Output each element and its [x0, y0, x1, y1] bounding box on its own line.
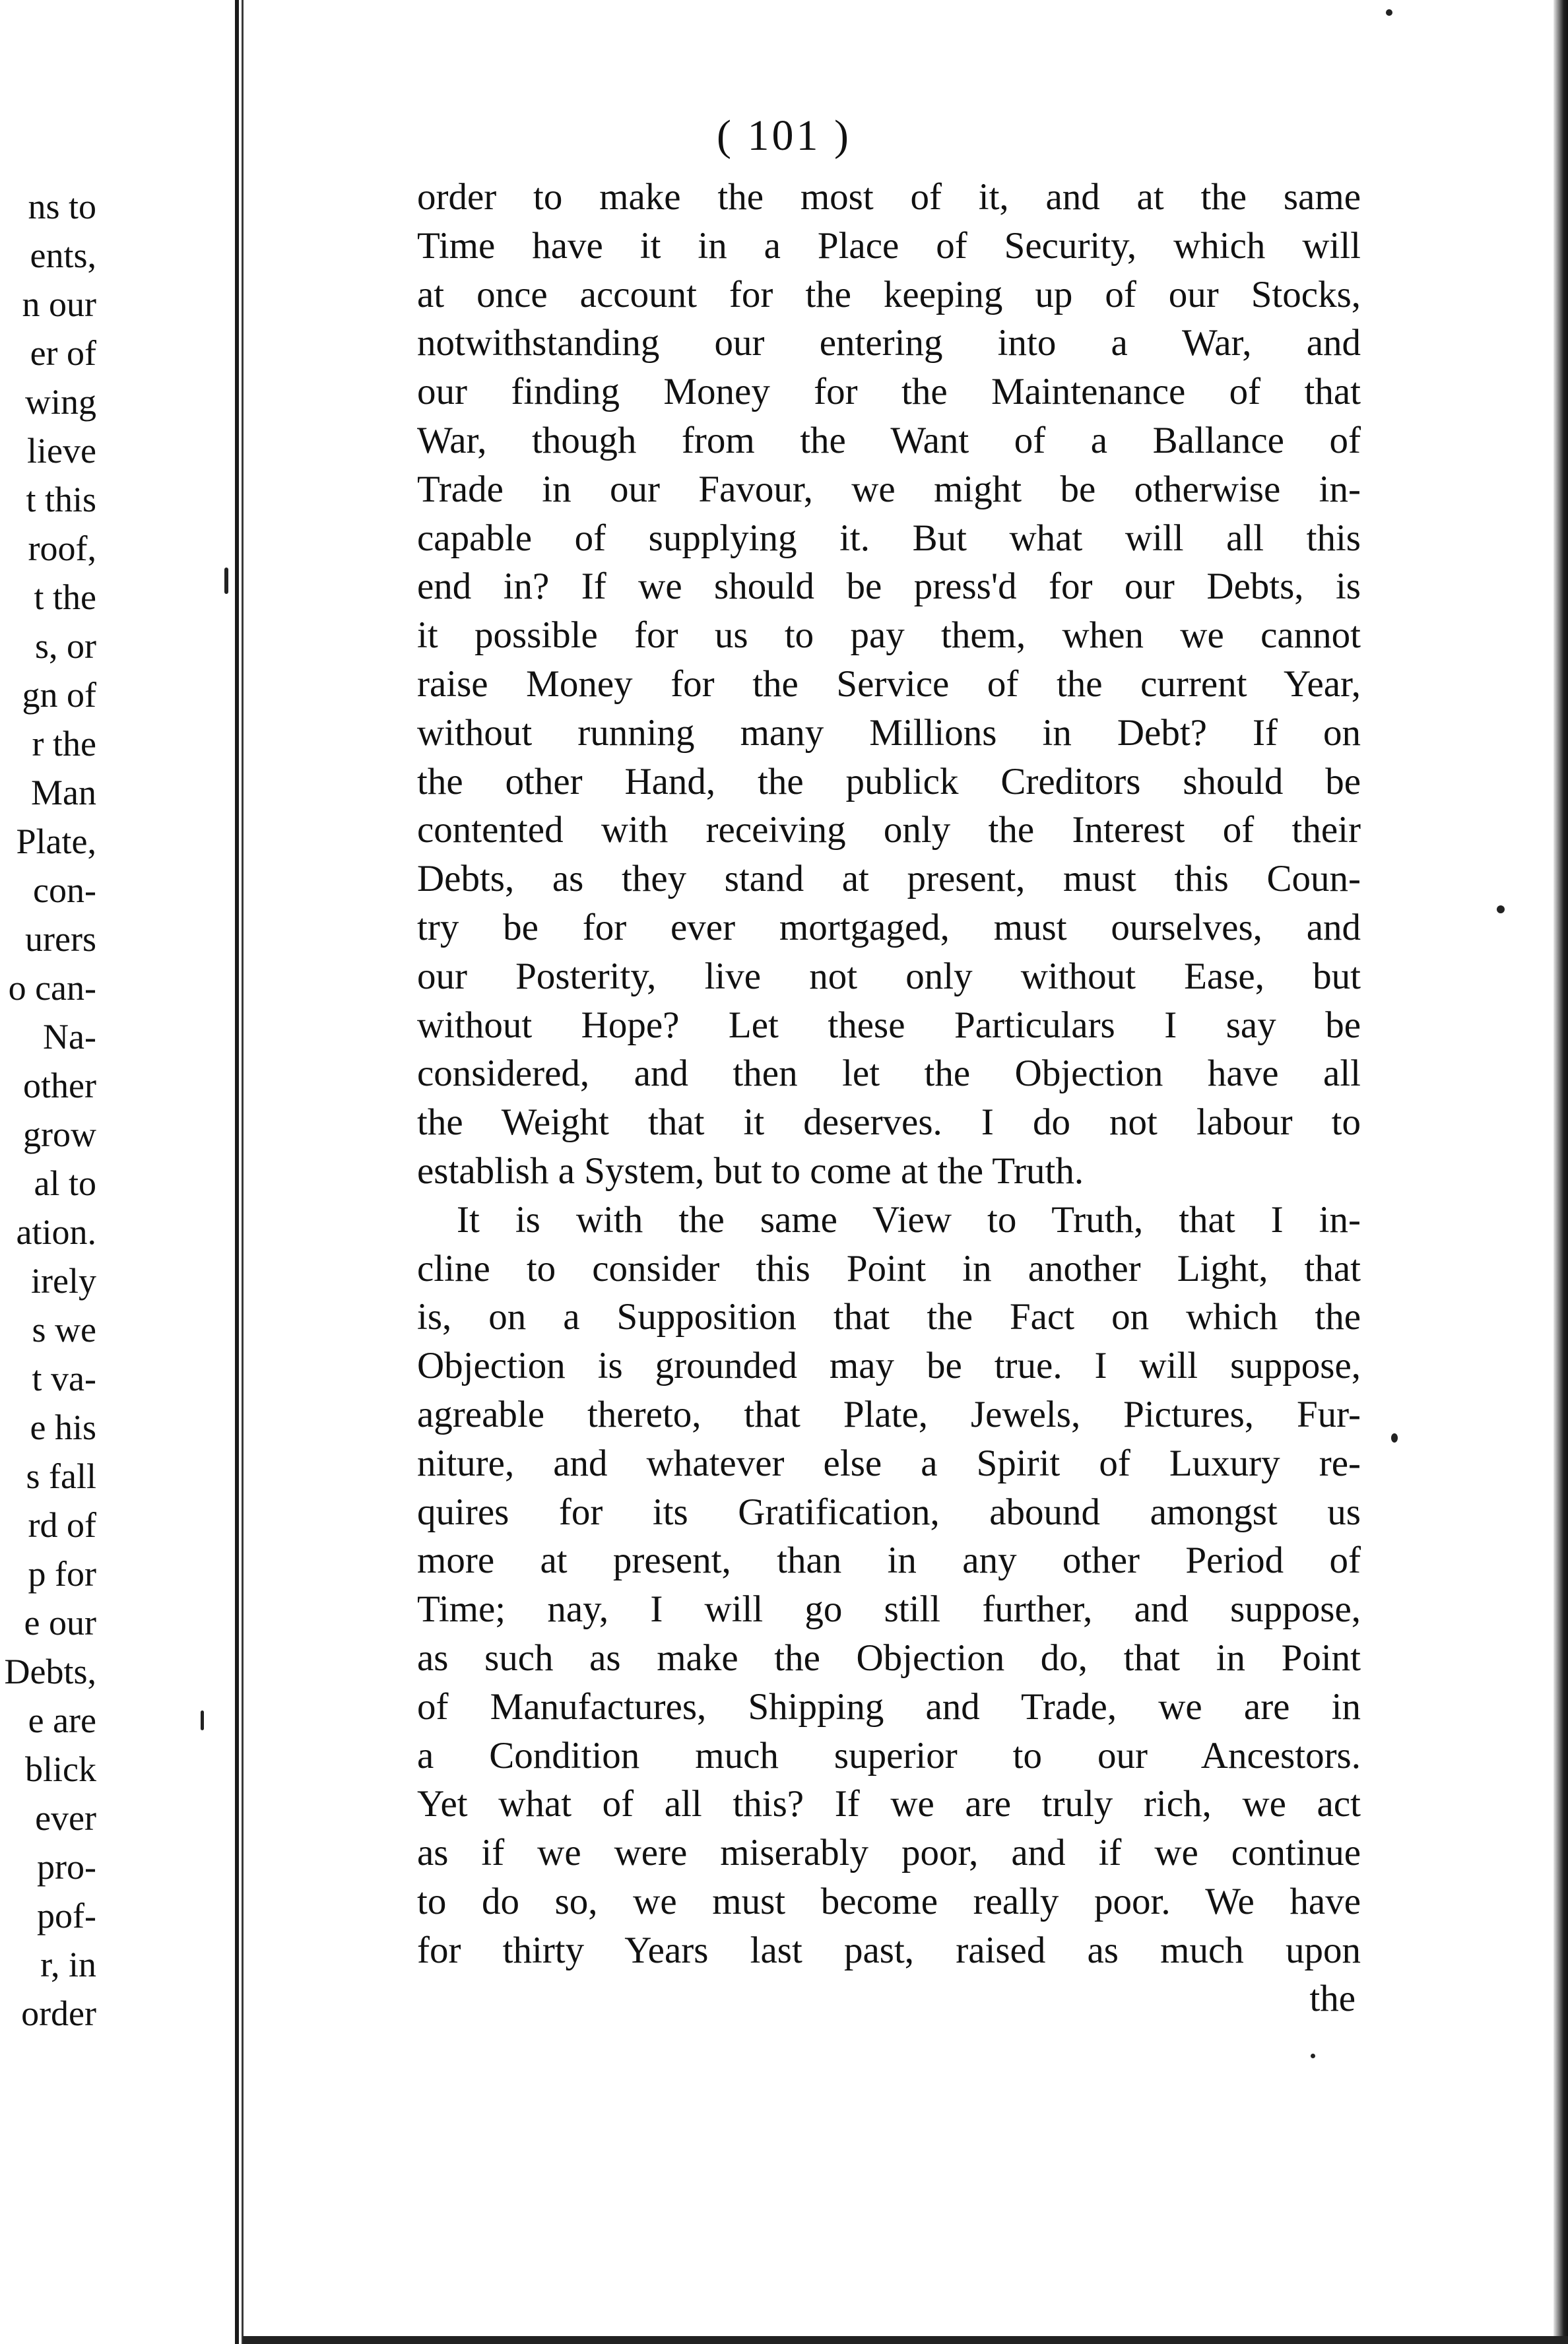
left-page-fragment-line: o can-: [8, 968, 96, 1008]
text-line: It is with the same View to Truth, that I in-: [457, 1198, 1361, 1241]
text-line: Trade in our Favour, we might be otherwise in-: [417, 468, 1361, 510]
left-page-fragment-line: ns to: [28, 187, 96, 226]
left-page-fragment-line: other: [23, 1066, 96, 1105]
text-line: contented with receiving only the Interest of their: [417, 809, 1361, 851]
left-page-fragment-line: Debts,: [4, 1652, 96, 1691]
text-line: without running many Millions in Debt? If on: [417, 711, 1361, 754]
text-line: try be for ever mortgaged, must ourselves, and: [417, 906, 1361, 948]
text-line: cline to consider this Point in another Light, that: [417, 1247, 1361, 1289]
binding-fold-shadow: [242, 0, 244, 2344]
left-page-fragment-line: wing: [25, 382, 96, 422]
text-line: Time; nay, I will go still further, and suppose,: [417, 1588, 1361, 1631]
text-line: it possible for us to pay them, when we cannot: [417, 614, 1361, 657]
left-page-fragment-line: t the: [34, 577, 96, 617]
right-page-edge: [1553, 0, 1568, 2344]
scan-speck: [1386, 9, 1392, 16]
left-page-fragment-line: grow: [23, 1115, 96, 1154]
text-line: raise Money for the Service of the current Year,: [417, 663, 1361, 705]
left-page-fragment-line: con-: [33, 870, 96, 910]
left-page-fragment-line: s, or: [35, 626, 96, 666]
text-line: niture, and whatever else a Spirit of Luxury re-: [417, 1442, 1361, 1484]
left-page-fragment-line: e are: [28, 1701, 96, 1740]
text-line: quires for its Gratification, abound amongst us: [417, 1491, 1361, 1533]
page-body-text: [417, 173, 1361, 2023]
text-line: Objection is grounded may be true. I will suppose,: [417, 1345, 1361, 1387]
left-page-fragment-line: er of: [30, 333, 96, 373]
text-line: agreable thereto, that Plate, Jewels, Pictures, Fur-: [417, 1393, 1361, 1435]
left-page-fragment-line: p for: [28, 1554, 96, 1594]
left-page-fragment-line: ents,: [30, 236, 96, 275]
left-page-fragment-line: e his: [30, 1408, 96, 1447]
left-page-fragment-line: Na-: [43, 1017, 96, 1057]
text-line: our Posterity, live not only without Ease, but: [417, 955, 1361, 997]
text-line: notwithstanding our entering into a War, and: [417, 322, 1361, 364]
text-line: considered, and then let the Objection have all: [417, 1053, 1361, 1095]
text-line: capable of supplying it. But what will all this: [417, 517, 1361, 559]
text-line: to do so, we must become really poor. We have: [417, 1880, 1361, 1922]
text-line: the Weight that it deserves. I do not labour to: [417, 1101, 1361, 1144]
scan-speck: [224, 568, 228, 594]
left-page-fragments: [0, 182, 96, 2038]
text-line: the other Hand, the publick Creditors should be: [417, 760, 1361, 802]
text-line: more at present, than in any other Period of: [417, 1540, 1361, 1582]
left-page-fragment-line: ation.: [16, 1212, 96, 1252]
text-line: of Manufactures, Shipping and Trade, we are in: [417, 1685, 1361, 1728]
left-page-fragment-line: urers: [25, 919, 96, 959]
left-page-fragment-line: t this: [26, 480, 96, 519]
left-page-fragment-line: order: [21, 1994, 96, 2033]
catchword: the: [1309, 1978, 1356, 2020]
scan-speck: [1311, 2054, 1315, 2058]
page-number: ( 101 ): [717, 112, 851, 160]
text-line: our finding Money for the Maintenance of that: [417, 371, 1361, 413]
left-page-fragment-line: ever: [35, 1798, 96, 1838]
left-page-fragment-line: irely: [31, 1261, 96, 1301]
text-line: order to make the most of it, and at the same: [417, 176, 1361, 218]
scan-speck: [201, 1710, 204, 1730]
left-page-fragment-line: e our: [24, 1603, 96, 1643]
left-page-fragment-line: lieve: [27, 431, 96, 471]
left-page-fragment-line: blick: [25, 1749, 96, 1789]
left-page-fragment-line: rd of: [28, 1505, 96, 1545]
left-page-fragment-line: s fall: [26, 1456, 96, 1496]
left-page-fragment-line: pro-: [37, 1847, 96, 1887]
text-line: establish a System, but to come at the Truth.: [417, 1150, 1084, 1192]
left-page-fragment-line: Plate,: [16, 822, 96, 861]
left-page-fragment-line: r, in: [40, 1945, 96, 1984]
text-line: at once account for the keeping up of our Stocks,: [417, 273, 1361, 315]
text-line: War, though from the Want of a Ballance of: [417, 419, 1361, 461]
text-line: for thirty Years last past, raised as much upon: [417, 1929, 1361, 1971]
text-line: a Condition much superior to our Ancestors.: [417, 1734, 1361, 1776]
text-line: is, on a Supposition that the Fact on which the: [417, 1296, 1361, 1338]
text-line: end in? If we should be press'd for our Debts, is: [417, 566, 1361, 608]
binding-fold: [235, 0, 239, 2344]
text-line: Time have it in a Place of Security, which will: [417, 224, 1361, 267]
left-page-fragment-line: gn of: [22, 675, 96, 715]
text-line: without Hope? Let these Particulars I say be: [417, 1004, 1361, 1046]
text-line: as if we were miserably poor, and if we continue: [417, 1832, 1361, 1874]
left-page-fragment-line: t va-: [32, 1359, 96, 1398]
left-page-fragment-line: s we: [32, 1310, 96, 1350]
left-page-fragment-line: pof-: [37, 1896, 96, 1936]
left-page-fragment-line: al to: [34, 1163, 96, 1203]
text-line: Yet what of all this? If we are truly rich, we act: [417, 1783, 1361, 1825]
left-page-fragment-line: r the: [32, 724, 96, 764]
text-line: Debts, as they stand at present, must this Coun-: [417, 858, 1361, 900]
scan-speck: [1391, 1433, 1398, 1443]
left-page-fragment-line: Man: [31, 773, 96, 812]
text-line: as such as make the Objection do, that in Point: [417, 1637, 1361, 1679]
bottom-page-edge: [243, 2336, 1568, 2344]
left-page-fragment-line: roof,: [28, 529, 96, 568]
left-page-fragment-line: n our: [22, 284, 96, 324]
scan-speck: [1497, 905, 1505, 913]
